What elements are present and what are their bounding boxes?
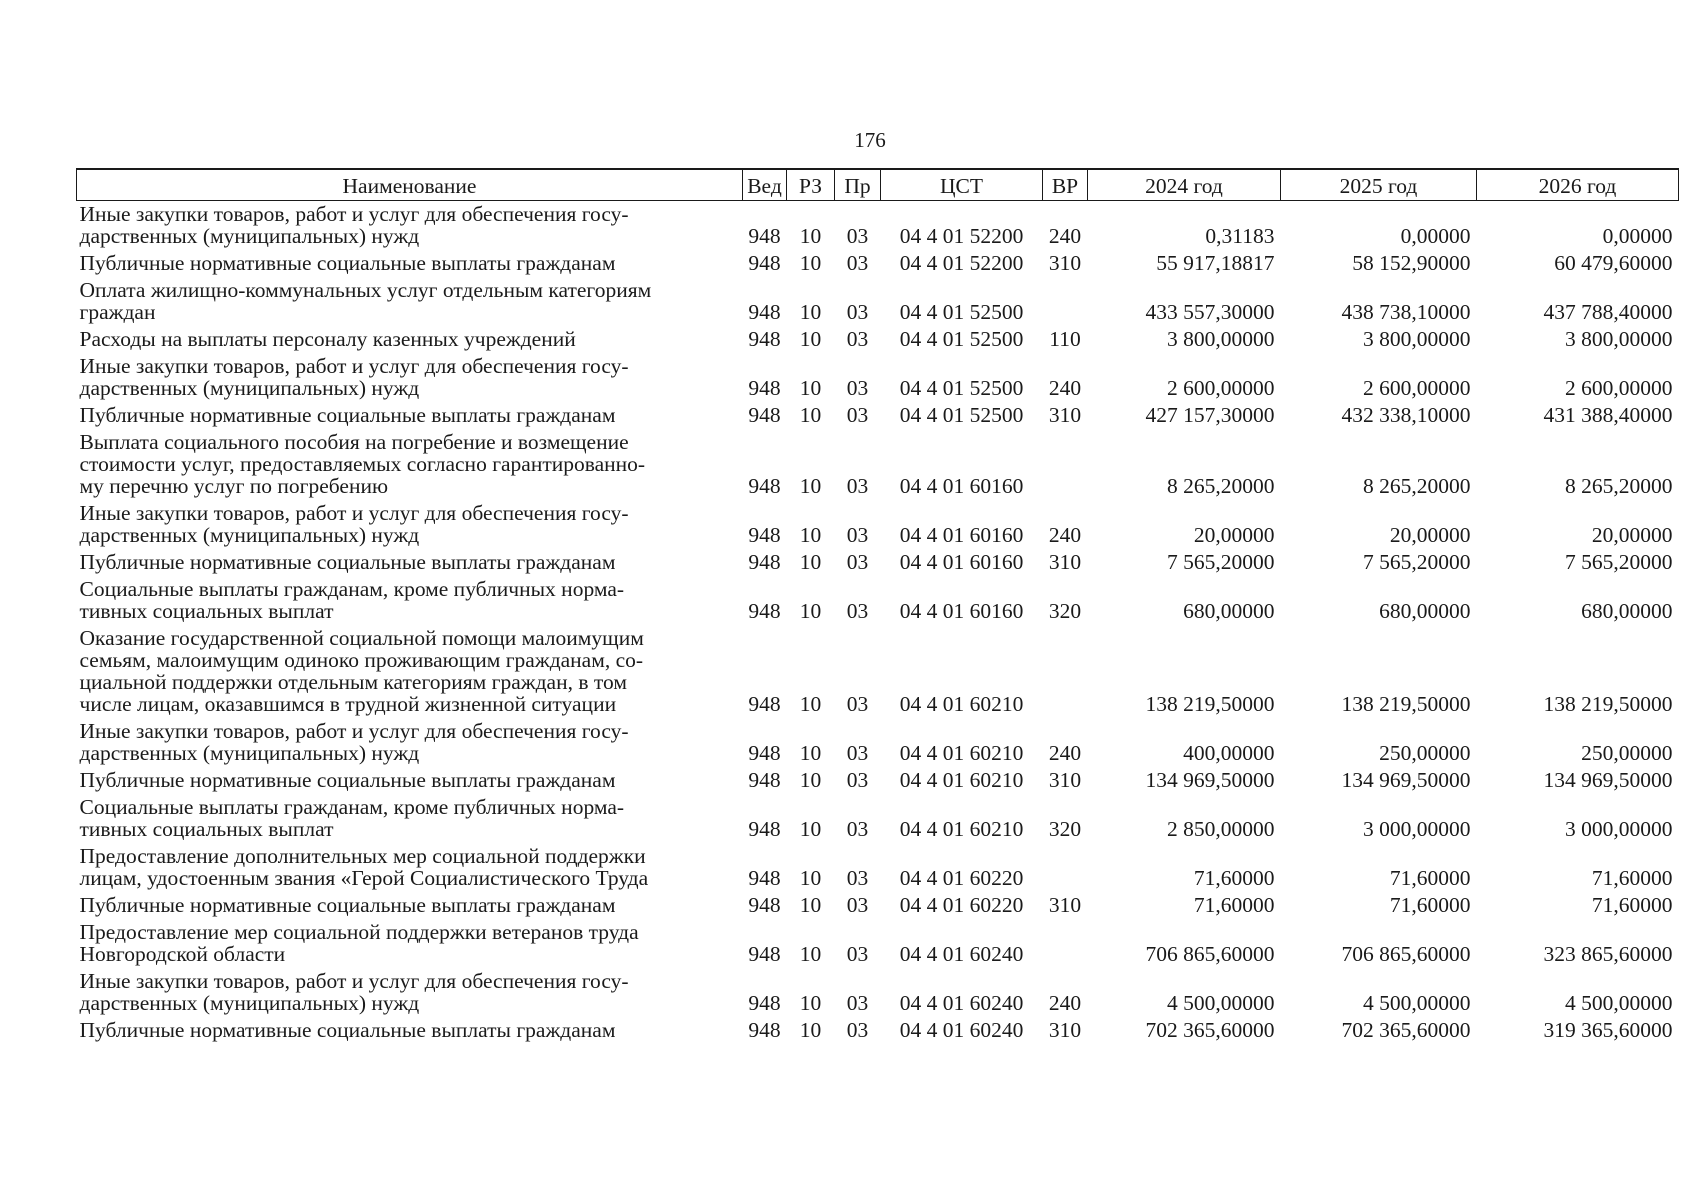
cell-vr [1043,429,1088,500]
cell-2025: 58 152,90000 [1352,251,1471,275]
cell-vr: 240 [1048,523,1082,547]
table-row [77,794,1679,843]
table-row [77,549,1679,576]
cell-rz: 10 [799,550,822,574]
cell-cst: 04 4 01 60240 [899,1018,1024,1042]
cell-2026: 319 365,60000 [1543,1018,1673,1042]
header-2025: 2025 год [1281,169,1477,201]
page-number: 176 [854,128,886,152]
cell-2026: 7 565,20000 [1565,550,1673,574]
cell-name: Публичные нормативные социальные выплаты гражданам [79,768,616,792]
cell-rz: 10 [799,474,822,498]
cell-pr: 03 [846,1018,869,1042]
cell-pr: 03 [846,893,869,917]
cell-2025: 0,00000 [1400,224,1471,248]
cell-2025: 3 800,00000 [1363,327,1471,351]
cell-ved: 948 [748,550,781,574]
table-row [77,429,1679,500]
cell-2026: 71,60000 [1591,866,1673,890]
cell-2026: 134 969,50000 [1543,768,1673,792]
cell-2024: 138 219,50000 [1145,692,1275,716]
cell-2026: 250,00000 [1581,741,1673,765]
cell-cst: 04 4 01 60210 [899,692,1024,716]
cell-ved: 948 [748,403,781,427]
cell-name: Публичные нормативные социальные выплаты гражданам [79,251,616,275]
cell-2024: 134 969,50000 [1145,768,1275,792]
cell-2025: 138 219,50000 [1341,692,1471,716]
table-row [77,767,1679,794]
cell-ved: 948 [748,692,781,716]
cell-rz: 10 [799,599,822,623]
cell-2025: 20,00000 [1389,523,1471,547]
cell-2026: 431 388,40000 [1543,403,1673,427]
cell-pr: 03 [846,403,869,427]
cell-2026: 4 500,00000 [1565,991,1673,1015]
cell-name: Предоставление мер социальной поддержки ветеранов труда Новгородской области [79,920,639,966]
cell-2024: 2 850,00000 [1167,817,1275,841]
cell-2024: 71,60000 [1193,866,1275,890]
cell-vr: 110 [1049,327,1081,351]
cell-2025: 3 000,00000 [1363,817,1471,841]
cell-2024: 3 800,00000 [1167,327,1275,351]
cell-cst: 04 4 01 52500 [899,403,1024,427]
cell-2024: 706 865,60000 [1145,942,1275,966]
cell-rz: 10 [799,866,822,890]
table-row [77,718,1679,767]
table-row [77,919,1679,968]
cell-cst: 04 4 01 60160 [899,523,1024,547]
cell-name: Иные закупки товаров, работ и услуг для обеспечения госу- дарственных (муниципальных) нужд [79,202,629,248]
cell-cst: 04 4 01 60160 [899,474,1024,498]
cell-2024: 7 565,20000 [1167,550,1275,574]
cell-rz: 10 [799,523,822,547]
budget-table [76,168,1679,1044]
cell-rz: 10 [799,893,822,917]
cell-name: Социальные выплаты гражданам, кроме публичных норма- тивных социальных выплат [79,795,625,841]
cell-ved: 948 [748,474,781,498]
cell-ved: 948 [748,866,781,890]
cell-ved: 948 [748,523,781,547]
table-header-row [77,169,1679,201]
cell-2025: 432 338,10000 [1341,403,1471,427]
cell-cst: 04 4 01 60210 [899,741,1024,765]
cell-pr: 03 [846,942,869,966]
cell-ved: 948 [748,327,781,351]
cell-2024: 427 157,30000 [1145,403,1275,427]
cell-pr: 03 [846,817,869,841]
cell-ved: 948 [748,991,781,1015]
cell-vr: 310 [1048,251,1082,275]
table-row [77,1017,1679,1044]
cell-pr: 03 [846,474,869,498]
cell-2024: 55 917,18817 [1156,251,1275,275]
cell-name: Иные закупки товаров, работ и услуг для обеспечения госу- дарственных (муниципальных) нужд [79,501,629,547]
cell-rz: 10 [799,991,822,1015]
cell-cst: 04 4 01 60220 [899,893,1024,917]
header-ved: Вед [743,169,787,201]
cell-name: Публичные нормативные социальные выплаты гражданам [79,403,616,427]
cell-cst: 04 4 01 52500 [899,300,1024,324]
cell-cst: 04 4 01 60220 [899,866,1024,890]
cell-cst: 04 4 01 60160 [899,550,1024,574]
cell-rz: 10 [799,768,822,792]
cell-cst: 04 4 01 60240 [899,942,1024,966]
table-row [77,402,1679,429]
cell-name: Иные закупки товаров, работ и услуг для обеспечения госу- дарственных (муниципальных) нужд [79,719,629,765]
table-row [77,843,1679,892]
cell-rz: 10 [799,741,822,765]
cell-vr [1043,843,1088,892]
cell-2024: 400,00000 [1183,741,1275,765]
cell-vr: 310 [1048,550,1082,574]
cell-vr: 310 [1048,403,1082,427]
cell-2026: 138 219,50000 [1543,692,1673,716]
table-row [77,625,1679,718]
cell-ved: 948 [748,893,781,917]
cell-2026: 20,00000 [1591,523,1673,547]
cell-cst: 04 4 01 52200 [899,251,1024,275]
cell-ved: 948 [748,768,781,792]
cell-2024: 71,60000 [1193,893,1275,917]
cell-pr: 03 [846,376,869,400]
cell-pr: 03 [846,300,869,324]
cell-name: Оплата жилищно-коммунальных услуг отдельным категориям граждан [79,278,652,324]
cell-2024: 680,00000 [1183,599,1275,623]
cell-2024: 433 557,30000 [1145,300,1275,324]
cell-2025: 680,00000 [1379,599,1471,623]
cell-2026: 437 788,40000 [1543,300,1673,324]
table-row [77,500,1679,549]
cell-2025: 71,60000 [1389,866,1471,890]
table-row [77,353,1679,402]
cell-vr [1043,919,1088,968]
cell-rz: 10 [799,817,822,841]
cell-pr: 03 [846,327,869,351]
cell-cst: 04 4 01 60210 [899,817,1024,841]
cell-vr: 310 [1048,893,1082,917]
cell-2025: 4 500,00000 [1363,991,1471,1015]
cell-2024: 20,00000 [1193,523,1275,547]
cell-2026: 3 000,00000 [1565,817,1673,841]
cell-cst: 04 4 01 52200 [899,224,1024,248]
cell-name: Иные закупки товаров, работ и услуг для обеспечения госу- дарственных (муниципальных) нужд [79,354,629,400]
cell-pr: 03 [846,599,869,623]
cell-cst: 04 4 01 60240 [899,991,1024,1015]
table-body [77,201,1679,1045]
table-row [77,968,1679,1017]
cell-2026: 8 265,20000 [1565,474,1673,498]
cell-2026: 71,60000 [1591,893,1673,917]
cell-2024: 702 365,60000 [1145,1018,1275,1042]
cell-ved: 948 [748,741,781,765]
cell-cst: 04 4 01 60160 [899,599,1024,623]
cell-rz: 10 [799,224,822,248]
cell-ved: 948 [748,599,781,623]
cell-vr: 240 [1048,376,1082,400]
cell-pr: 03 [846,741,869,765]
cell-rz: 10 [799,300,822,324]
cell-2025: 250,00000 [1379,741,1471,765]
cell-pr: 03 [846,523,869,547]
cell-2025: 7 565,20000 [1363,550,1471,574]
cell-2025: 438 738,10000 [1341,300,1471,324]
cell-vr: 310 [1048,768,1082,792]
cell-name: Предоставление дополнительных мер социальной поддержки лицам, удостоенным звания «Герой Социалистического Труда [79,844,649,890]
cell-rz: 10 [799,327,822,351]
cell-rz: 10 [799,1018,822,1042]
cell-vr: 320 [1048,817,1082,841]
cell-name: Публичные нормативные социальные выплаты гражданам [79,550,616,574]
cell-vr [1043,277,1088,326]
cell-2026: 680,00000 [1581,599,1673,623]
cell-2025: 71,60000 [1389,893,1471,917]
cell-rz: 10 [799,692,822,716]
cell-vr: 310 [1048,1018,1082,1042]
cell-vr: 240 [1048,991,1082,1015]
cell-pr: 03 [846,224,869,248]
cell-2024: 0,31183 [1205,224,1275,248]
cell-rz: 10 [799,251,822,275]
cell-2024: 8 265,20000 [1167,474,1275,498]
header-name: Наименование [77,169,743,201]
cell-2026: 2 600,00000 [1565,376,1673,400]
cell-pr: 03 [846,550,869,574]
cell-rz: 10 [799,376,822,400]
cell-2026: 0,00000 [1602,224,1673,248]
cell-2025: 134 969,50000 [1341,768,1471,792]
cell-2025: 8 265,20000 [1363,474,1471,498]
cell-pr: 03 [846,866,869,890]
cell-pr: 03 [846,991,869,1015]
cell-ved: 948 [748,817,781,841]
cell-vr: 320 [1048,599,1082,623]
cell-vr: 240 [1048,224,1082,248]
cell-ved: 948 [748,251,781,275]
table-row [77,892,1679,919]
cell-name: Публичные нормативные социальные выплаты гражданам [79,1018,616,1042]
cell-cst: 04 4 01 60210 [899,768,1024,792]
cell-ved: 948 [748,942,781,966]
cell-2026: 323 865,60000 [1543,942,1673,966]
table-row [77,326,1679,353]
cell-name: Оказание государственной социальной помощи малоимущим семьям, малоимущим одиноко проживающим гражданам, со- циальной поддержки отдельным категориям граждан, в том числе лицам, оказавшимся в трудной жизненной ситуации [79,626,644,716]
cell-cst: 04 4 01 52500 [899,327,1024,351]
cell-ved: 948 [748,224,781,248]
cell-vr [1043,625,1088,718]
cell-name: Расходы на выплаты персоналу казенных учреждений [79,327,576,351]
header-2026: 2026 год [1477,169,1679,201]
cell-pr: 03 [846,692,869,716]
cell-rz: 10 [799,942,822,966]
header-vr: ВР [1043,169,1088,201]
cell-ved: 948 [748,300,781,324]
cell-2026: 60 479,60000 [1554,251,1673,275]
cell-rz: 10 [799,403,822,427]
cell-2025: 2 600,00000 [1363,376,1471,400]
table-row [77,277,1679,326]
header-cst: ЦСТ [881,169,1043,201]
budget-table-container [76,168,1673,1044]
cell-pr: 03 [846,768,869,792]
header-2024: 2024 год [1088,169,1281,201]
cell-cst: 04 4 01 52500 [899,376,1024,400]
cell-name: Иные закупки товаров, работ и услуг для обеспечения госу- дарственных (муниципальных) нужд [79,969,629,1015]
cell-name: Социальные выплаты гражданам, кроме публичных норма- тивных социальных выплат [79,577,625,623]
table-row [77,201,1679,251]
header-rz: РЗ [787,169,835,201]
cell-2026: 3 800,00000 [1565,327,1673,351]
cell-2025: 706 865,60000 [1341,942,1471,966]
cell-vr: 240 [1048,741,1082,765]
cell-ved: 948 [748,376,781,400]
cell-pr: 03 [846,251,869,275]
cell-name: Выплата социального пособия на погребение и возмещение стоимости услуг, предоставляемых согласно гарантированно- му перечню услуг по погребению [79,430,646,498]
cell-2024: 4 500,00000 [1167,991,1275,1015]
header-pr: Пр [835,169,881,201]
table-row [77,576,1679,625]
cell-2025: 702 365,60000 [1341,1018,1471,1042]
cell-ved: 948 [748,1018,781,1042]
cell-name: Публичные нормативные социальные выплаты гражданам [79,893,616,917]
table-row [77,250,1679,277]
cell-2024: 2 600,00000 [1167,376,1275,400]
